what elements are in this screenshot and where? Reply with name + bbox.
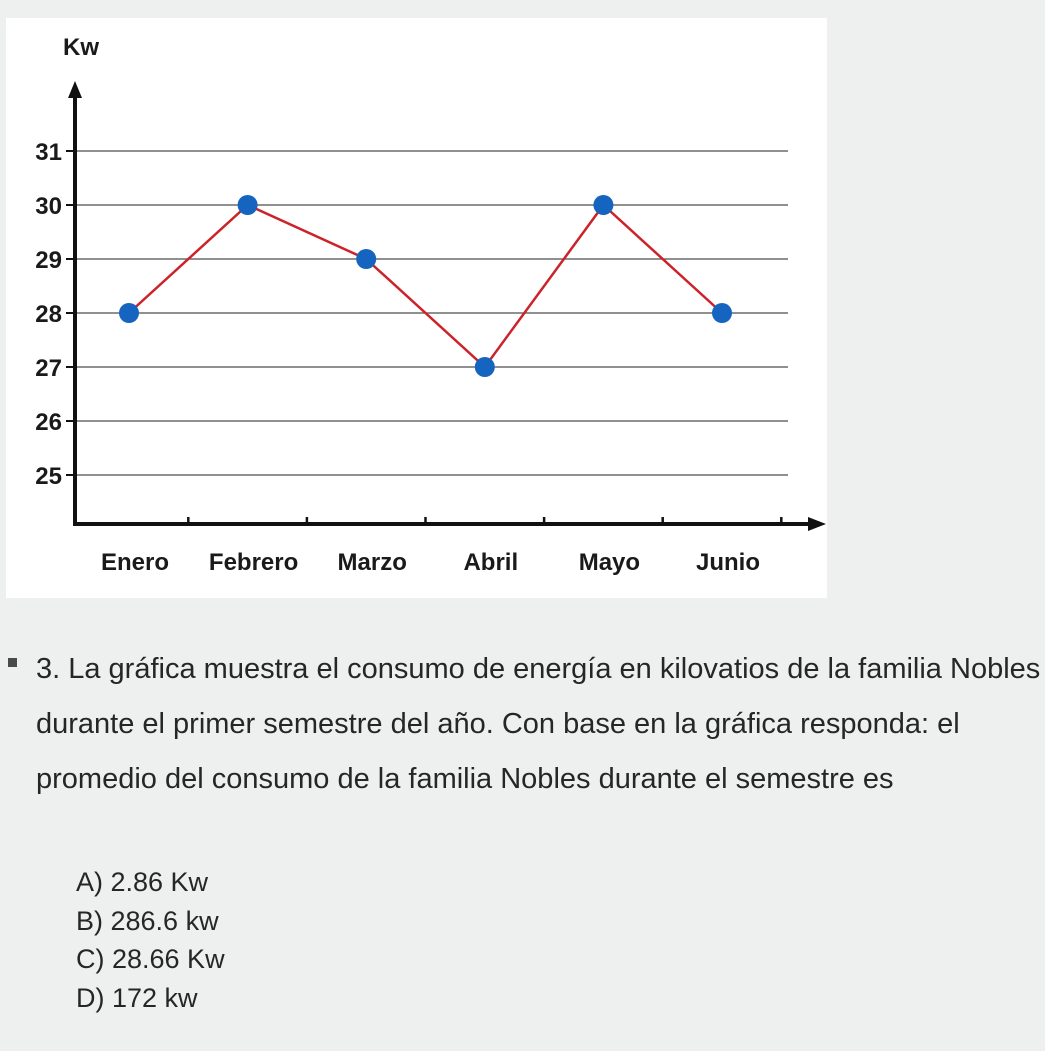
x-tick-label: Junio [696, 549, 760, 576]
option-a[interactable]: A) 2.86 Kw [76, 867, 209, 897]
x-tick-label: Abril [463, 549, 519, 576]
data-point [238, 195, 258, 215]
series-kw [119, 195, 732, 377]
x-tick-label: Marzo [337, 549, 407, 576]
chart-panel [6, 18, 827, 598]
y-tick-label: 25 [35, 463, 62, 490]
line-chart [6, 18, 827, 598]
option-b[interactable]: B) 286.6 kw [76, 905, 219, 936]
x-tick-label: Mayo [578, 549, 641, 576]
data-point [356, 249, 376, 269]
option-d[interactable]: D) 172 kw [76, 982, 198, 1013]
bullet-square [8, 658, 17, 667]
question-text: 3. La gráfica muestra el consumo de energía en kilovatios de la familia Nobles durante el primer semestre del año. Con base en la gráfica responda: el promedio del consumo de la familia Nobles durante el semestre es [36, 653, 1041, 795]
y-tick-label: 31 [35, 139, 62, 166]
series-line [129, 205, 722, 367]
y-tick-label: 30 [35, 193, 62, 220]
x-tick-label: Febrero [208, 549, 299, 576]
y-axis-label: Kw [63, 34, 99, 61]
x-axis-arrow [808, 517, 826, 531]
y-tick-label: 28 [35, 301, 62, 328]
y-tick-labels [35, 139, 62, 490]
axes [66, 81, 826, 531]
grid-lines [75, 151, 788, 475]
data-point [475, 357, 495, 377]
y-tick-label: 27 [35, 355, 62, 382]
x-tick-labels [101, 549, 760, 576]
y-tick-label: 29 [35, 247, 62, 274]
y-axis-arrow [68, 81, 82, 98]
data-point [712, 303, 732, 323]
y-tick-label: 26 [35, 409, 62, 436]
answer-options [76, 863, 225, 1017]
option-c[interactable]: C) 28.66 Kw [76, 944, 225, 974]
data-point [593, 195, 613, 215]
data-point [119, 303, 139, 323]
x-tick-label: Enero [100, 549, 170, 576]
